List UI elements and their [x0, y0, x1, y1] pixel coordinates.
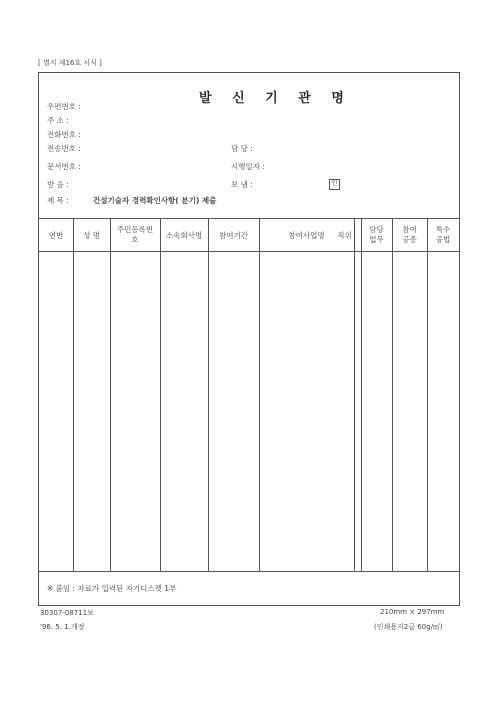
col-header-line: 공종: [402, 235, 417, 244]
col-header-line: 호: [131, 235, 139, 244]
col-divider: [208, 218, 209, 571]
seal-mark: 인: [329, 179, 340, 190]
revision-date: '96. 5. 1.개정: [40, 623, 85, 631]
manager-label: 담 당 :: [231, 144, 253, 153]
col-divider: [259, 218, 260, 571]
col-header-line: 업무: [369, 235, 384, 244]
col-header-line: 담당: [369, 225, 384, 234]
paper-size: 210mm × 297mm: [380, 608, 445, 616]
subject-text: 건설기술자 경력확인사항( 분기) 제출: [93, 196, 217, 205]
col-header-line: 공법: [435, 235, 451, 244]
paper-spec: (인쇄용지2급 60g/㎡): [374, 623, 443, 631]
col-header-name: 성 명: [83, 231, 100, 240]
col-divider: [160, 218, 161, 571]
address-label: 주 소 :: [47, 116, 69, 125]
sender-label: 보 냄 :: [231, 180, 253, 189]
form-box: [38, 72, 460, 606]
col-header-line: 특수: [435, 225, 451, 234]
col-header-position: 직위: [337, 231, 352, 240]
attachment-note: ※ 붙임 : 자료가 입력된 자기디스켓 1부: [47, 584, 177, 593]
col-divider: [110, 218, 111, 571]
col-header-resident-no: [110, 225, 160, 245]
date-label: 시행일자 :: [231, 162, 265, 171]
col-divider: [361, 218, 362, 571]
postal-label: 우편번호 :: [47, 102, 81, 111]
fax-label: 전송번호 :: [47, 144, 81, 153]
form-code: 30307-08711보: [40, 609, 94, 617]
doc-no-label: 문서번호 :: [47, 162, 81, 171]
phone-label: 전화번호 :: [47, 130, 81, 139]
col-header-no: 연번: [48, 231, 64, 240]
col-header-duty: [361, 225, 392, 245]
table-header-line: [39, 251, 459, 252]
col-divider: [354, 218, 355, 571]
col-divider: [427, 218, 428, 571]
page-title: 발 신 기 관 명: [199, 91, 352, 106]
col-header-period: 참여기간: [219, 231, 248, 240]
form-reference: [ 별지 제16호 서식 ]: [38, 59, 102, 67]
table-top-line: [39, 218, 459, 219]
col-divider: [73, 218, 74, 571]
col-header-work-type: [392, 225, 427, 245]
col-header-line: 참여: [402, 225, 417, 234]
table-bottom-line: [39, 571, 459, 572]
subject-label: 제 목 :: [47, 196, 69, 205]
recipient-label: 받 음 :: [47, 180, 69, 189]
col-header-line: 주민등록번: [116, 225, 154, 234]
col-header-special-method: [427, 225, 459, 245]
col-header-company: 소속회사명: [165, 231, 203, 240]
col-header-project: 참여사업명: [288, 231, 325, 240]
col-divider: [392, 218, 393, 571]
